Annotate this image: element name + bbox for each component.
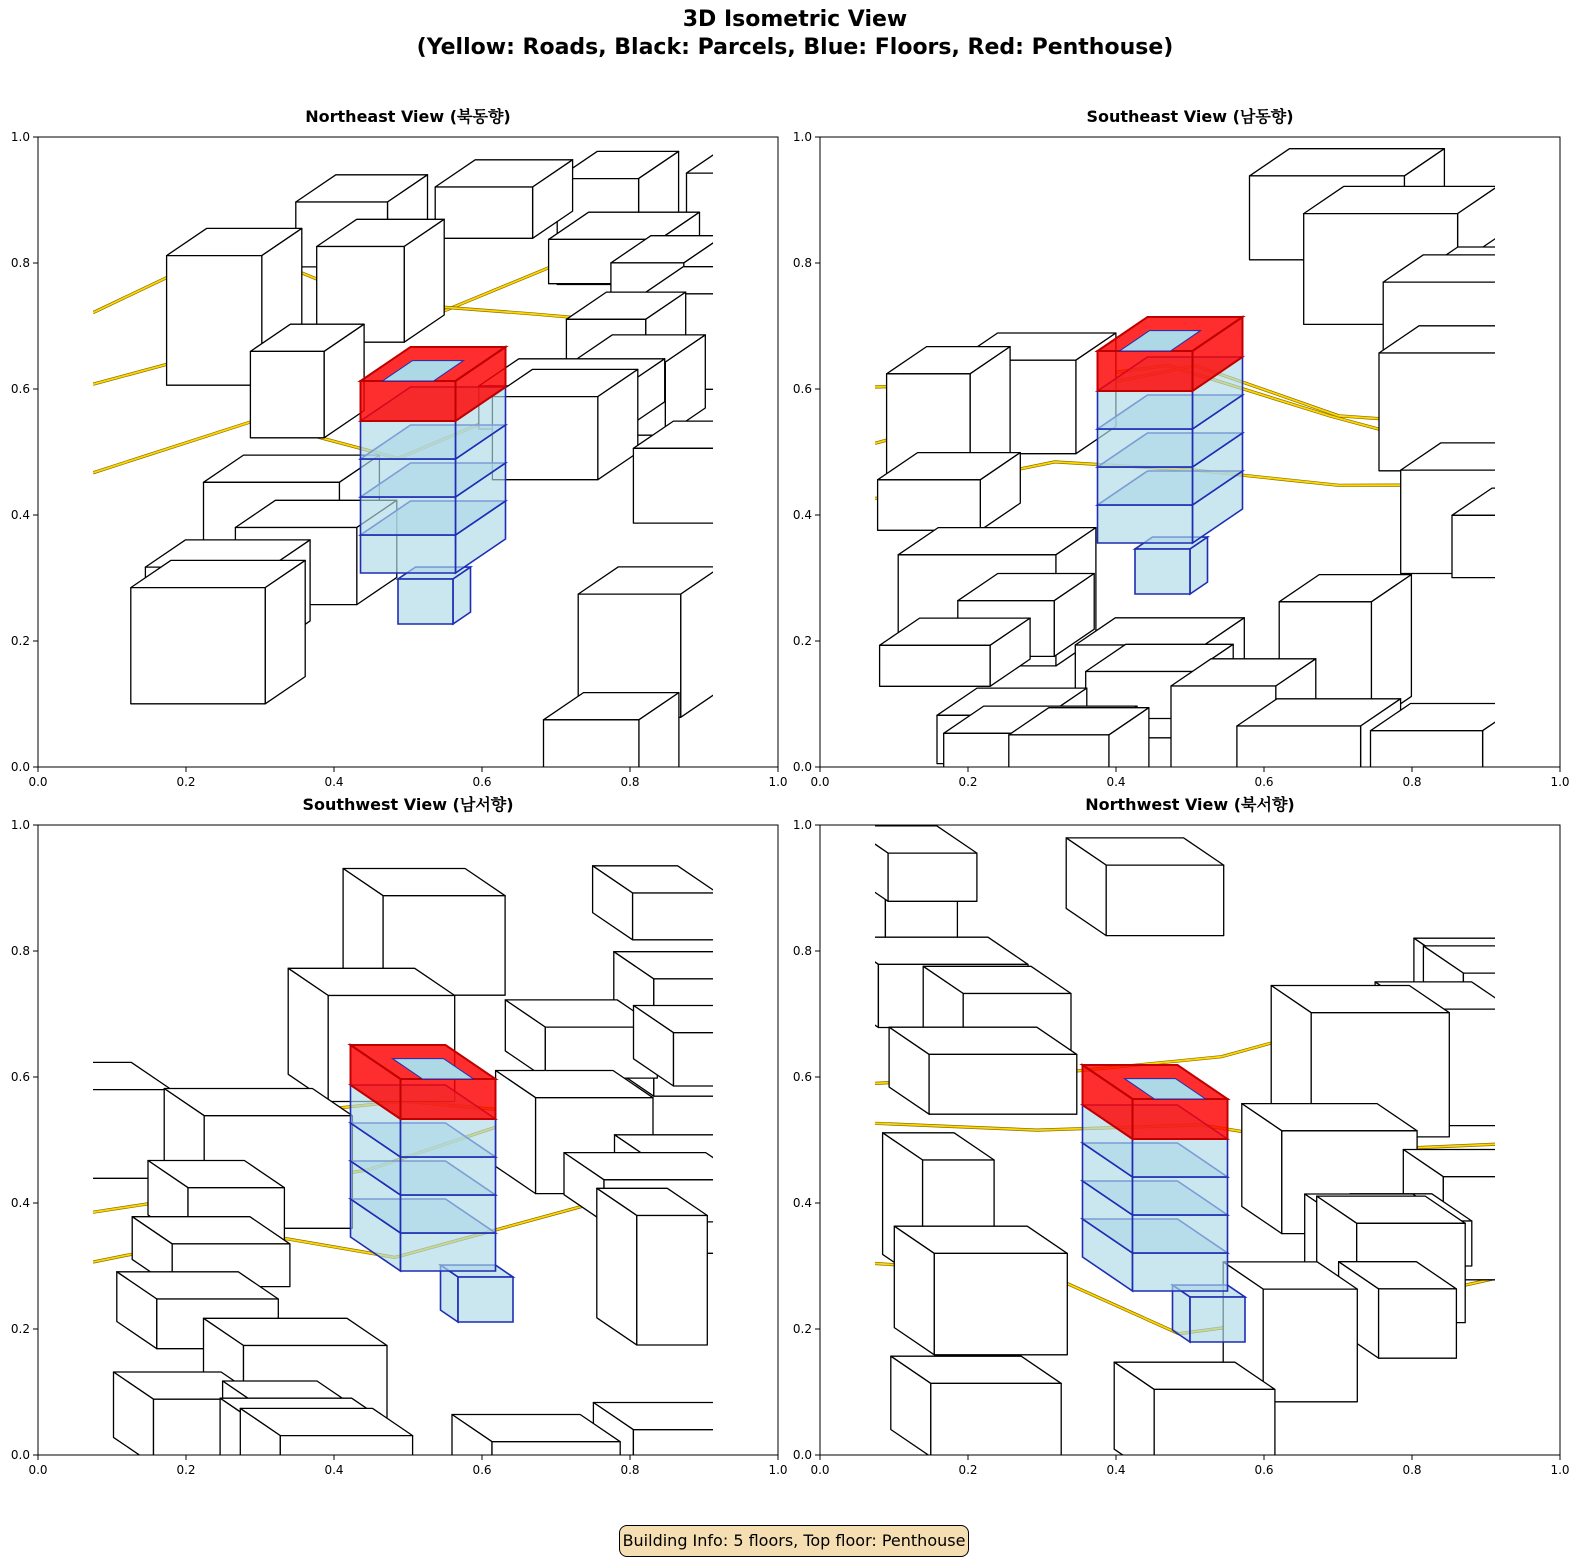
x-tick-label: 0.6: [1254, 1463, 1274, 1477]
x-tick-label: 0.6: [1254, 775, 1274, 789]
y-tick-label: 0.8: [10, 944, 30, 958]
x-tick-label: 0.6: [472, 775, 492, 789]
y-tick-label: 0.8: [792, 944, 812, 958]
parcel-building: [1066, 838, 1224, 936]
parcel-building: [131, 560, 305, 703]
x-tick-label: 0.4: [324, 1463, 344, 1477]
x-tick-label: 0.8: [620, 775, 640, 789]
parcel-building: [1114, 1362, 1275, 1476]
y-tick-label: 0.0: [10, 1448, 30, 1462]
y-tick-label: 0.0: [792, 1448, 812, 1462]
y-tick-label: 0.8: [792, 256, 812, 270]
y-tick-label: 0.6: [10, 1070, 30, 1084]
y-tick-label: 0.2: [10, 1322, 30, 1336]
y-tick-label: 0.0: [10, 760, 30, 774]
floor-annex: [1173, 1285, 1246, 1342]
parcel-building: [848, 826, 977, 901]
parcel-building: [889, 1027, 1077, 1114]
y-tick-label: 0.6: [792, 1070, 812, 1084]
x-tick-label: 0.6: [472, 1463, 492, 1477]
y-tick-label: 0.4: [792, 1196, 812, 1210]
panel-northwest: [792, 795, 1570, 1477]
scene: [93, 146, 840, 838]
figure-subtitle: (Yellow: Roads, Black: Parcels, Blue: Floors, Red: Penthouse): [416, 35, 1174, 60]
parcel-building: [1452, 488, 1585, 577]
x-tick-label: 0.8: [620, 1463, 640, 1477]
y-tick-label: 0.0: [792, 760, 812, 774]
panel-northeast: [10, 107, 788, 789]
panel-title-northwest: Northwest View (북서향): [1085, 795, 1295, 814]
x-tick-label: 0.4: [324, 775, 344, 789]
x-tick-label: 0.4: [1106, 1463, 1126, 1477]
panel-title-northeast: Northeast View (북동향): [305, 107, 511, 126]
panel-southwest: [10, 795, 788, 1477]
y-tick-label: 0.4: [10, 508, 30, 522]
x-tick-label: 0.2: [958, 1463, 978, 1477]
floor-annex: [441, 1265, 514, 1322]
floor-annex: [1135, 537, 1208, 594]
x-tick-label: 0.0: [810, 775, 830, 789]
x-tick-label: 0.8: [1402, 775, 1422, 789]
parcel-building: [593, 866, 718, 940]
parcel-building: [435, 160, 572, 239]
parcel-building: [597, 1188, 708, 1345]
parcel-building: [452, 1415, 620, 1560]
scene: [838, 824, 1586, 1476]
parcel-building: [250, 324, 364, 438]
plot-southeast: [792, 130, 1570, 789]
y-tick-label: 1.0: [10, 130, 30, 144]
panel-southeast: [792, 107, 1570, 789]
x-tick-label: 1.0: [1550, 775, 1570, 789]
x-tick-label: 0.2: [176, 1463, 196, 1477]
parcel-building: [634, 1006, 791, 1087]
y-tick-label: 1.0: [792, 818, 812, 832]
x-tick-label: 0.8: [1402, 1463, 1422, 1477]
x-tick-label: 0.0: [28, 775, 48, 789]
y-tick-label: 0.4: [10, 1196, 30, 1210]
plot-northeast: [10, 130, 788, 789]
figure-title: 3D Isometric View: [682, 7, 908, 32]
parcel-building: [891, 1356, 1061, 1457]
target-building: [351, 1045, 514, 1322]
y-tick-label: 0.6: [10, 382, 30, 396]
panel-title-southwest: Southwest View (남서향): [302, 795, 514, 814]
x-tick-label: 1.0: [768, 775, 788, 789]
parcel-building: [492, 369, 637, 479]
y-tick-label: 1.0: [10, 818, 30, 832]
x-tick-label: 0.2: [958, 775, 978, 789]
y-tick-label: 0.6: [792, 382, 812, 396]
x-tick-label: 1.0: [768, 1463, 788, 1477]
target-building: [1098, 317, 1243, 594]
x-tick-label: 0.0: [28, 1463, 48, 1477]
parcel-building: [240, 1408, 412, 1494]
x-tick-label: 1.0: [1550, 1463, 1570, 1477]
y-tick-label: 0.2: [792, 634, 812, 648]
y-tick-label: 0.2: [792, 1322, 812, 1336]
x-tick-label: 0.2: [176, 775, 196, 789]
y-tick-label: 0.8: [10, 256, 30, 270]
x-tick-label: 0.0: [810, 1463, 830, 1477]
scene: [39, 866, 804, 1560]
x-tick-label: 0.4: [1106, 775, 1126, 789]
floor-annex: [398, 567, 471, 624]
plot-southwest: [10, 818, 788, 1477]
plot-northwest: [792, 818, 1570, 1477]
parcel-building: [894, 1226, 1067, 1355]
scene: [875, 149, 1590, 858]
y-tick-label: 1.0: [792, 130, 812, 144]
y-tick-label: 0.4: [792, 508, 812, 522]
parcel-building: [633, 421, 758, 523]
y-tick-label: 0.2: [10, 634, 30, 648]
panel-title-southeast: Southeast View (남동향): [1086, 107, 1294, 126]
building-info-box: Building Info: 5 floors, Top floor: Penthouse: [619, 1525, 969, 1557]
parcel-building: [544, 693, 679, 839]
